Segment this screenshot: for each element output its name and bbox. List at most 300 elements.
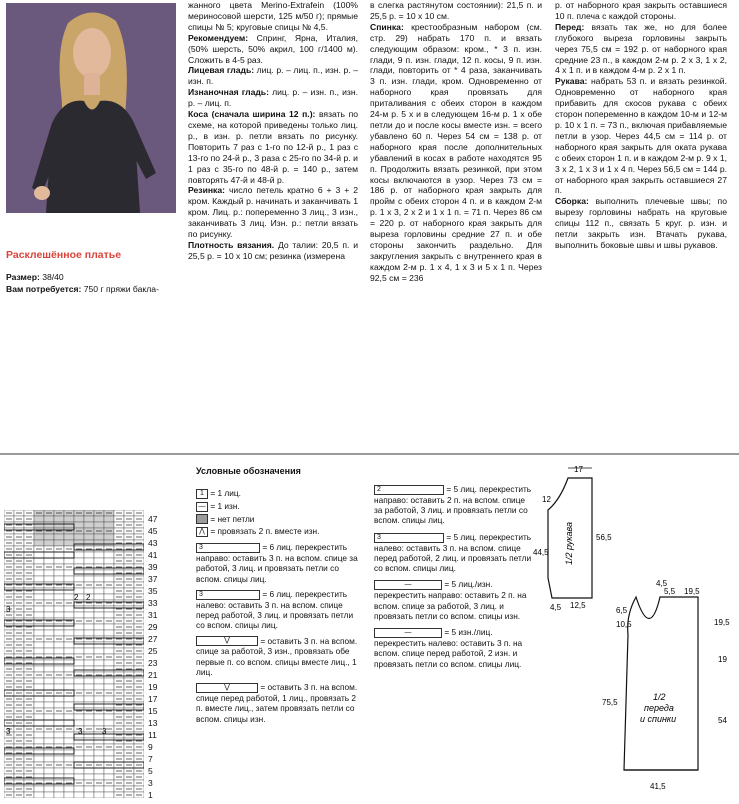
legend-right-column <box>374 484 534 669</box>
chart-cell <box>34 738 44 744</box>
legend-left-column <box>196 488 364 724</box>
chart-cell <box>84 558 94 564</box>
chart-cell <box>44 576 54 582</box>
chart-cell <box>84 540 94 546</box>
chart-cell <box>64 630 74 636</box>
dim-label: 54 <box>718 716 727 725</box>
chart-cell <box>94 540 104 546</box>
chart-cell <box>74 660 84 666</box>
chart-cell <box>104 534 114 540</box>
chart-cell <box>74 678 84 684</box>
body-label: переда <box>644 703 674 713</box>
chart-cell <box>74 630 84 636</box>
chart-cell <box>34 588 44 594</box>
chart-cell <box>44 756 54 762</box>
chart-cell <box>34 594 44 600</box>
dim-label: 12,5 <box>570 601 586 610</box>
chart-cell <box>74 612 84 618</box>
chart-cell <box>74 522 84 528</box>
chart-cell <box>54 630 64 636</box>
dim-label: 12 <box>542 495 551 504</box>
dim-label: 19 <box>718 655 727 664</box>
chart-cell <box>104 720 114 726</box>
chart-cell <box>64 612 74 618</box>
chart-cell <box>64 774 74 780</box>
chart-cell <box>34 630 44 636</box>
chart-cell <box>54 576 64 582</box>
chart-cell <box>64 792 74 798</box>
chart-cell <box>74 552 84 558</box>
chart-cell <box>34 552 44 558</box>
chart-cell <box>104 696 114 702</box>
chart-cell <box>74 666 84 672</box>
chart-cell <box>64 648 74 654</box>
chart-cell <box>44 558 54 564</box>
chart-cell <box>94 768 104 774</box>
chart-cell <box>34 714 44 720</box>
chart-cell <box>54 540 64 546</box>
chart-cell <box>74 570 84 576</box>
chart-cell <box>64 594 74 600</box>
chart-cell <box>94 612 104 618</box>
chart-row-number: 1 <box>148 790 153 800</box>
chart-row-number: 37 <box>148 574 158 584</box>
dim-label: 6,5 <box>616 606 628 615</box>
col2-para: Коса (сначала ширина 12 п.): вязать по схеме, на которой приведены только лиц. р., в изн. р. петли вязать по рисунку. Повторить 7 раз с 1-го по 12-й р., 1 раз с 13-го по 24-й р., 3 раза с 25-го по 34-й р. и 1 раз с 35-го по 48-й р. = 140 р., затем повторять 47-й и 48-й р. <box>188 109 358 185</box>
chart-cell <box>104 522 114 528</box>
instructions-column-3 <box>370 0 542 284</box>
chart-cell <box>104 642 114 648</box>
chart-cell <box>84 768 94 774</box>
chart-cell <box>64 756 74 762</box>
legend-item: 2 = 5 лиц. перекрестить направо: оставить 2 п. на вспом. спице за работой, 3 лиц. и провязать петли со вспом. спицы лиц. <box>374 484 532 526</box>
chart-cell <box>64 588 74 594</box>
chart-cell <box>34 624 44 630</box>
chart-cell <box>94 684 104 690</box>
chart-cell <box>94 678 104 684</box>
chart-cell <box>104 786 114 792</box>
chart-cell <box>74 720 84 726</box>
chart-cell <box>84 660 94 666</box>
chart-cell <box>74 516 84 522</box>
chart-cell <box>104 660 114 666</box>
chart-cell <box>64 552 74 558</box>
chart-cell <box>34 516 44 522</box>
legend-item: — = 5 изн./лиц. перекрестить налево: оставить 3 п. на вспом. спице перед работой, 2 изн. и провязать петли со вспом. спицы лиц. <box>374 627 523 669</box>
chart-cell <box>64 558 74 564</box>
chart-cell <box>104 702 114 708</box>
chart-cell <box>74 750 84 756</box>
chart-cell <box>34 702 44 708</box>
chart-cell <box>54 666 64 672</box>
dim-label: 41,5 <box>650 782 666 791</box>
chart-cell <box>94 738 104 744</box>
body-label: и спинки <box>640 714 677 724</box>
symbol-purl2tog-icon: ⋀ <box>196 527 208 537</box>
chart-cell <box>94 606 104 612</box>
symbol-cable-left-5-icon: 3 <box>374 533 444 543</box>
chart-cell <box>104 750 114 756</box>
dim-label: 17 <box>574 465 583 474</box>
chart-cell <box>84 612 94 618</box>
chart-cell <box>34 606 44 612</box>
chart-cell <box>54 516 64 522</box>
size-line <box>6 272 176 283</box>
chart-cell <box>64 624 74 630</box>
chart-row-number: 11 <box>148 730 157 740</box>
chart-cell <box>64 696 74 702</box>
chart-cell <box>104 648 114 654</box>
dim-label: 4,5 <box>550 603 562 612</box>
materials-value: 750 г пряжи бакла- <box>83 284 159 294</box>
symbol-decrease-right-icon: ⋁ <box>196 636 258 646</box>
chart-cell <box>104 594 114 600</box>
chart-cell <box>94 522 104 528</box>
col4-para: Перед: вязать так же, но для более глубокого выреза горловины закрыть через 75,5 см = 192 р. от наборного края средние 23 п., в каждом 2-м р. 2 x 3, 1 x 2, 4 x 1 п. и в каждом 4-м р. 2 x 1 п. <box>555 21 727 76</box>
chart-cell <box>34 678 44 684</box>
chart-cell <box>54 732 64 738</box>
chart-cell <box>34 576 44 582</box>
chart-cell <box>84 720 94 726</box>
chart-cell <box>74 576 84 582</box>
chart-cell <box>34 756 44 762</box>
chart-cell <box>44 786 54 792</box>
chart-cell <box>104 714 114 720</box>
chart-cell <box>74 702 84 708</box>
symbol-decrease-left-icon: ⋁ <box>196 683 258 693</box>
chart-cell <box>54 684 64 690</box>
chart-cell <box>74 738 84 744</box>
chart-cell <box>64 606 74 612</box>
chart-row-number: 13 <box>148 718 158 728</box>
chart-cell <box>104 684 114 690</box>
symbol-purl-icon: — <box>196 502 208 512</box>
chart-cell <box>44 540 54 546</box>
chart-cell <box>54 570 64 576</box>
chart-cable-number: 3 <box>6 727 11 736</box>
dim-label: 10,5 <box>616 620 632 629</box>
chart-cell <box>54 720 64 726</box>
chart-row-number: 9 <box>148 742 153 752</box>
chart-cell <box>94 624 104 630</box>
col3-para: в слегка растянутом состоянии): 21,5 п. и 25,5 р. = 10 x 10 см. <box>370 0 542 21</box>
chart-cell <box>44 606 54 612</box>
chart-cell <box>34 522 44 528</box>
chart-cell <box>54 738 64 744</box>
chart-cell <box>104 738 114 744</box>
chart-cell <box>54 768 64 774</box>
chart-cell <box>34 732 44 738</box>
chart-cell <box>54 534 64 540</box>
dim-label: 75,5 <box>602 698 618 707</box>
chart-cell <box>54 594 64 600</box>
instructions-column-2 <box>188 0 358 262</box>
chart-cell <box>44 792 54 798</box>
col4-para: Рукава: набрать 53 п. и вязать резинкой. Одновременно от наборного края прибавить для скосов рукава с обеих сторон попеременно в каждом 10-м и 12-м р. 10 x 1 п. = 73 п., включая прибавляемые петли в узор. Через 44,5 см = 114 р. от наборного края закрыть для оката рукава с обеих сторон 1 п. и в каждом 2-м р. 9 x 1, 3 x 2, 1 x 3 и 1 x 4 п. Через 56,5 см = 144 р. от наборного края закрыть оставшиеся 27 п. <box>555 76 727 196</box>
chart-cell <box>34 612 44 618</box>
chart-cell <box>44 702 54 708</box>
chart-cell <box>94 558 104 564</box>
legend-item: 3 = 6 лиц. перекрестить направо: оставить 3 п. на вспом. спице за работой, 3 лиц. и провязать петли со вспом. спицы лиц. <box>196 542 358 584</box>
chart-row-number: 43 <box>148 538 158 548</box>
body-label: 1/2 <box>653 692 666 702</box>
chart-cell <box>84 750 94 756</box>
chart-cell <box>94 576 104 582</box>
chart-cell <box>34 540 44 546</box>
chart-cell <box>44 642 54 648</box>
chart-row-number: 29 <box>148 622 158 632</box>
chart-cell <box>94 660 104 666</box>
chart-cell <box>94 642 104 648</box>
chart-cell <box>94 792 104 798</box>
chart-row-number: 27 <box>148 634 158 644</box>
chart-cell <box>64 684 74 690</box>
chart-cell <box>104 516 114 522</box>
chart-cell <box>34 660 44 666</box>
chart-row-number: 5 <box>148 766 153 776</box>
chart-cell <box>64 678 74 684</box>
chart-cell <box>84 732 94 738</box>
chart-row-number: 21 <box>148 670 158 680</box>
col2-para: Резинка: число петель кратно 6 + 3 + 2 кром. Каждый р. начинать и заканчивать 1 кром. Лиц. р.: попеременно 3 лиц., 3 изн., заканчивать 3 лиц. Изн. р.: петли вязать по рисунку. <box>188 185 358 240</box>
chart-cell <box>104 666 114 672</box>
dim-label: 19,5 <box>684 587 700 596</box>
chart-cell <box>104 792 114 798</box>
chart-cell <box>74 642 84 648</box>
pattern-title: Расклешённое платье <box>6 249 122 261</box>
instructions-column-4 <box>555 0 727 251</box>
chart-cell <box>94 552 104 558</box>
chart-cell <box>104 678 114 684</box>
legend-heading: Условные обозначения <box>196 466 301 476</box>
chart-cell <box>34 720 44 726</box>
chart-cell <box>54 522 64 528</box>
chart-cell <box>64 720 74 726</box>
chart-cell <box>84 552 94 558</box>
chart-cell <box>54 774 64 780</box>
symbol-cable-knit-purl-right-icon: — <box>374 580 442 590</box>
chart-cell <box>104 588 114 594</box>
chart-cell <box>44 612 54 618</box>
chart-cell <box>44 696 54 702</box>
size-value: 38/40 <box>42 272 64 282</box>
chart-row-number: 47 <box>148 514 158 524</box>
chart-cell <box>84 630 94 636</box>
chart-cell <box>34 642 44 648</box>
chart-cell <box>74 624 84 630</box>
chart-cell <box>74 756 84 762</box>
symbol-knit-icon: 1 <box>196 489 208 499</box>
legend-item: ⋀ = провязать 2 п. вместе изн. <box>196 526 364 537</box>
chart-row-number: 39 <box>148 562 158 572</box>
knitting-chart <box>4 510 144 798</box>
chart-cell <box>34 792 44 798</box>
chart-cell <box>64 732 74 738</box>
chart-cell <box>104 630 114 636</box>
chart-cell <box>34 648 44 654</box>
chart-cell <box>94 756 104 762</box>
chart-cell <box>74 558 84 564</box>
chart-cell <box>94 696 104 702</box>
chart-cell <box>64 786 74 792</box>
col4-para: Сборка: выполнить плечевые швы; по вырезу горловины набрать на круговые спицы 112 п., связать 5 круг. р. изн. и петли закрыть изн. Втачать рукава, выполнить боковые швы и швы рукавов. <box>555 196 727 250</box>
legend-item: ⋁ = оставить 3 п. на вспом. спице перед работой, 1 лиц., провязать 2 п. вместе лиц., затем провязать петли со вспом. спицы изн. <box>196 682 358 724</box>
chart-cell <box>84 606 94 612</box>
chart-cell <box>64 738 74 744</box>
dim-label: 4,5 <box>656 579 668 588</box>
chart-row-number: 19 <box>148 682 158 692</box>
chart-cell <box>74 684 84 690</box>
chart-cell <box>104 540 114 546</box>
legend-item: — = 1 изн. <box>196 501 364 512</box>
chart-cell <box>54 678 64 684</box>
chart-cell <box>64 714 74 720</box>
chart-cell <box>94 534 104 540</box>
legend-item: — = 5 лиц./изн. перекрестить направо: оставить 2 п. на вспом. спице за работой, 3 лиц. и провязать петли со вспом. спицы изн. <box>374 579 527 621</box>
chart-row-number: 7 <box>148 754 153 764</box>
chart-cell <box>44 570 54 576</box>
chart-cell <box>44 660 54 666</box>
col4-para: р. от наборного края закрыть оставшиеся 10 п. плеча с каждой стороны. <box>555 0 727 21</box>
chart-row-number: 33 <box>148 598 158 608</box>
chart-cell <box>104 606 114 612</box>
chart-cell <box>74 606 84 612</box>
chart-cell <box>74 540 84 546</box>
chart-cell <box>44 522 54 528</box>
chart-cell <box>84 624 94 630</box>
chart-cell <box>84 696 94 702</box>
symbol-cable-left-6-icon: 3 <box>196 590 260 600</box>
chart-cell <box>44 624 54 630</box>
chart-cell <box>54 612 64 618</box>
materials-line <box>6 284 178 295</box>
chart-cell <box>34 570 44 576</box>
chart-cell <box>84 786 94 792</box>
chart-cell <box>54 756 64 762</box>
chart-cell <box>34 696 44 702</box>
chart-cell <box>94 786 104 792</box>
col2-para: Лицевая гладь: лиц. р. – лиц. п., изн. р. – изн. п. <box>188 65 359 87</box>
chart-cell <box>64 666 74 672</box>
chart-row-number: 3 <box>148 778 153 788</box>
chart-cell <box>64 768 74 774</box>
chart-cell <box>84 576 94 582</box>
chart-cell <box>64 576 74 582</box>
chart-cell <box>84 702 94 708</box>
chart-cell <box>34 750 44 756</box>
chart-cell <box>104 756 114 762</box>
col2-para: жанного цвета Merino-Extrafein (100% мериносовой шерсти, 125 м/50 г); прямые спицы № 5; круговые спицы № 4,5. <box>188 0 358 32</box>
chart-cell <box>74 792 84 798</box>
chart-cable-number: 2 <box>86 593 91 602</box>
chart-cell <box>64 534 74 540</box>
chart-cell <box>84 738 94 744</box>
chart-cell <box>104 576 114 582</box>
chart-cell <box>34 558 44 564</box>
chart-cell <box>44 534 54 540</box>
chart-cell <box>54 624 64 630</box>
chart-cell <box>44 630 54 636</box>
chart-cell <box>64 540 74 546</box>
chart-cell <box>44 714 54 720</box>
chart-cell <box>44 750 54 756</box>
dim-label: 5,5 <box>664 587 676 596</box>
chart-cell <box>84 534 94 540</box>
chart-cell <box>84 642 94 648</box>
chart-cell <box>54 648 64 654</box>
chart-cell <box>64 516 74 522</box>
chart-cell <box>84 714 94 720</box>
section-divider <box>0 453 739 455</box>
chart-cell <box>84 666 94 672</box>
symbol-cable-right-5-icon: 2 <box>374 485 444 495</box>
chart-cell <box>54 558 64 564</box>
chart-cell <box>54 750 64 756</box>
chart-cell <box>54 660 64 666</box>
chart-cell <box>84 570 94 576</box>
chart-cell <box>94 516 104 522</box>
dim-label: 19,5 <box>714 618 730 627</box>
chart-cell <box>64 750 74 756</box>
chart-cell <box>54 606 64 612</box>
col3-para: Спинка: крестообразным набором (см. стр. 29) набрать 170 п. и вязать следующим образом: кром., * 3 п. изн. глади, 9 п. изн. глади, 12 п. косы, 9 п. изн. глади, повторить от * 4 раза, заканчивать 3 п. изн. глади, кром. Одновременно от наборного края провязать для приталивания с обеих сторон в каждом 24-м р. 5 x и в следующем 16-м р. 1 x обе петли до и после косы вместе изн. = всего убавлено 60 п. Через 54 см = 138 р. от наборного края после дополнительных убавлений в косах в работе находятся 95 п. Продолжить вязать резинкой, при этом косы включаются в узор. Через 73 см = 186 р. от наборного края закрыть для пройм с обеих сторон 4 п. и в каждом 2-м р. 1 x 3, 2 x 2 и 1 x 1 п. = 71 п. Через 86 см = 220 р. от наборного края закрыть для выреза горловины средние 27 п. и обе стороны закончить раздельно. Для закругления закрыть с внутреннего края в каждом 2-м р. 1 x 4, 1 x 3 и 5 x 1 п. Через 92,5 см = 236 <box>370 21 542 283</box>
chart-cell <box>44 774 54 780</box>
dim-label: 44,5 <box>533 548 549 557</box>
chart-cell <box>94 588 104 594</box>
chart-cell <box>84 774 94 780</box>
chart-cell <box>104 768 114 774</box>
chart-row-number: 31 <box>148 610 158 620</box>
chart-cell <box>54 552 64 558</box>
chart-cell <box>34 786 44 792</box>
chart-row-number: 35 <box>148 586 158 596</box>
chart-cell <box>74 714 84 720</box>
chart-cell <box>94 750 104 756</box>
materials-label: Вам потребуется: <box>6 284 82 294</box>
chart-cell <box>44 648 54 654</box>
chart-cell <box>64 642 74 648</box>
chart-cell <box>94 594 104 600</box>
chart-cell <box>54 696 64 702</box>
chart-cell <box>74 774 84 780</box>
chart-cell <box>54 702 64 708</box>
chart-cell <box>64 570 74 576</box>
chart-cable-number: 3 <box>102 727 107 736</box>
chart-cell <box>94 714 104 720</box>
chart-cell <box>64 522 74 528</box>
chart-cell <box>44 732 54 738</box>
chart-cell <box>44 684 54 690</box>
chart-cell <box>74 786 84 792</box>
model-photo <box>6 3 176 213</box>
chart-cell <box>54 642 64 648</box>
chart-row-number: 17 <box>148 694 158 704</box>
chart-cell <box>84 684 94 690</box>
chart-cell <box>44 768 54 774</box>
chart-cell <box>64 702 74 708</box>
chart-cell <box>44 588 54 594</box>
dim-label: 56,5 <box>596 533 612 542</box>
chart-cell <box>94 702 104 708</box>
chart-cell <box>84 516 94 522</box>
legend-item: 3 = 5 лиц. перекрестить налево: оставить 3 п. на вспом. спице перед работой, 2 лиц. и провязать петли со вспом. спицы лиц. <box>374 531 532 574</box>
legend-item: 1 = 1 лиц. <box>196 488 364 499</box>
chart-cell <box>84 678 94 684</box>
chart-cell <box>34 534 44 540</box>
chart-cell <box>84 756 94 762</box>
legend-item: = нет петли <box>196 514 364 525</box>
col2-para: Рекомендуем: Спринг, Ярна, Италия, (50% шерсть, 50% акрил, 100 г/1400 м). Сложить в 4-5 раз. <box>188 32 358 65</box>
